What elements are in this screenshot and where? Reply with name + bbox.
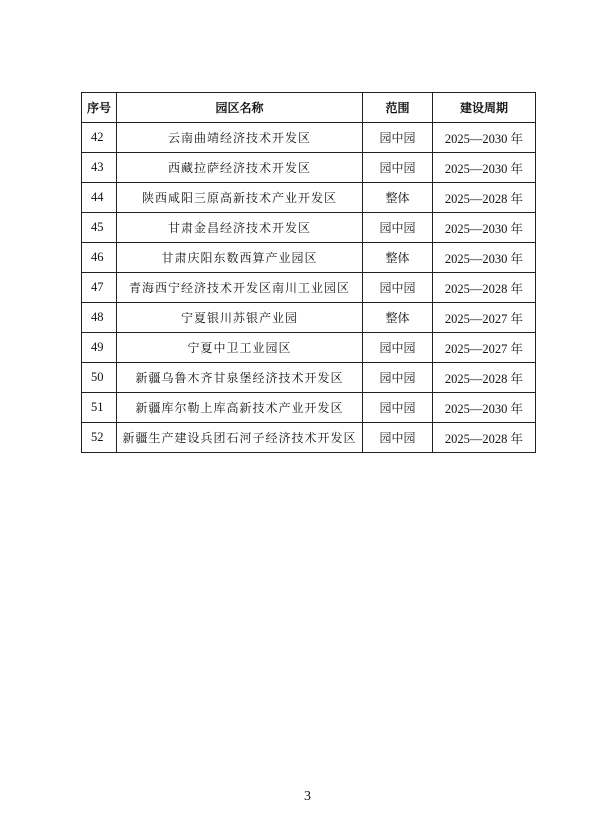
row-no: 44 (82, 183, 117, 213)
table-row (82, 123, 536, 153)
row-no: 52 (82, 423, 117, 453)
table-header-row (82, 93, 536, 123)
header-period: 建设周期 (433, 93, 536, 123)
row-scope: 园中园 (363, 333, 433, 363)
row-name: 新疆库尔勒上库高新技术产业开发区 (117, 393, 363, 423)
row-period: 2025—2030 年 (433, 153, 536, 183)
row-period: 2025—2027 年 (433, 303, 536, 333)
row-scope: 园中园 (363, 363, 433, 393)
row-scope: 园中园 (363, 213, 433, 243)
row-no: 47 (82, 273, 117, 303)
table-row (82, 423, 536, 453)
row-scope: 整体 (363, 243, 433, 273)
row-no: 49 (82, 333, 117, 363)
header-scope: 范围 (363, 93, 433, 123)
row-period: 2025—2028 年 (433, 423, 536, 453)
table-row (82, 243, 536, 273)
row-no: 48 (82, 303, 117, 333)
row-period: 2025—2028 年 (433, 183, 536, 213)
row-no: 45 (82, 213, 117, 243)
row-period: 2025—2030 年 (433, 123, 536, 153)
table-row (82, 303, 536, 333)
row-no: 51 (82, 393, 117, 423)
row-scope: 整体 (363, 183, 433, 213)
header-name: 园区名称 (117, 93, 363, 123)
table-row (82, 393, 536, 423)
row-name: 甘肃庆阳东数西算产业园区 (117, 243, 363, 273)
row-scope: 园中园 (363, 273, 433, 303)
row-no: 50 (82, 363, 117, 393)
row-name: 新疆生产建设兵团石河子经济技术开发区 (117, 423, 363, 453)
row-name: 青海西宁经济技术开发区南川工业园区 (117, 273, 363, 303)
table-row (82, 333, 536, 363)
row-no: 46 (82, 243, 117, 273)
row-name: 陕西咸阳三原高新技术产业开发区 (117, 183, 363, 213)
row-period: 2025—2030 年 (433, 243, 536, 273)
table-row (82, 153, 536, 183)
table-row (82, 273, 536, 303)
row-name: 宁夏银川苏银产业园 (117, 303, 363, 333)
row-name: 新疆乌鲁木齐甘泉堡经济技术开发区 (117, 363, 363, 393)
row-period: 2025—2030 年 (433, 213, 536, 243)
table-row (82, 363, 536, 393)
table-row (82, 213, 536, 243)
row-period: 2025—2030 年 (433, 393, 536, 423)
row-name: 甘肃金昌经济技术开发区 (117, 213, 363, 243)
row-no: 42 (82, 123, 117, 153)
row-name: 云南曲靖经济技术开发区 (117, 123, 363, 153)
table-row (82, 183, 536, 213)
row-scope: 园中园 (363, 123, 433, 153)
row-scope: 整体 (363, 303, 433, 333)
row-scope: 园中园 (363, 153, 433, 183)
park-table (81, 92, 536, 453)
row-period: 2025—2028 年 (433, 363, 536, 393)
row-scope: 园中园 (363, 393, 433, 423)
header-no: 序号 (82, 93, 117, 123)
row-scope: 园中园 (363, 423, 433, 453)
row-name: 宁夏中卫工业园区 (117, 333, 363, 363)
row-period: 2025—2028 年 (433, 273, 536, 303)
row-name: 西藏拉萨经济技术开发区 (117, 153, 363, 183)
row-period: 2025—2027 年 (433, 333, 536, 363)
page-number: 3 (304, 789, 311, 804)
row-no: 43 (82, 153, 117, 183)
